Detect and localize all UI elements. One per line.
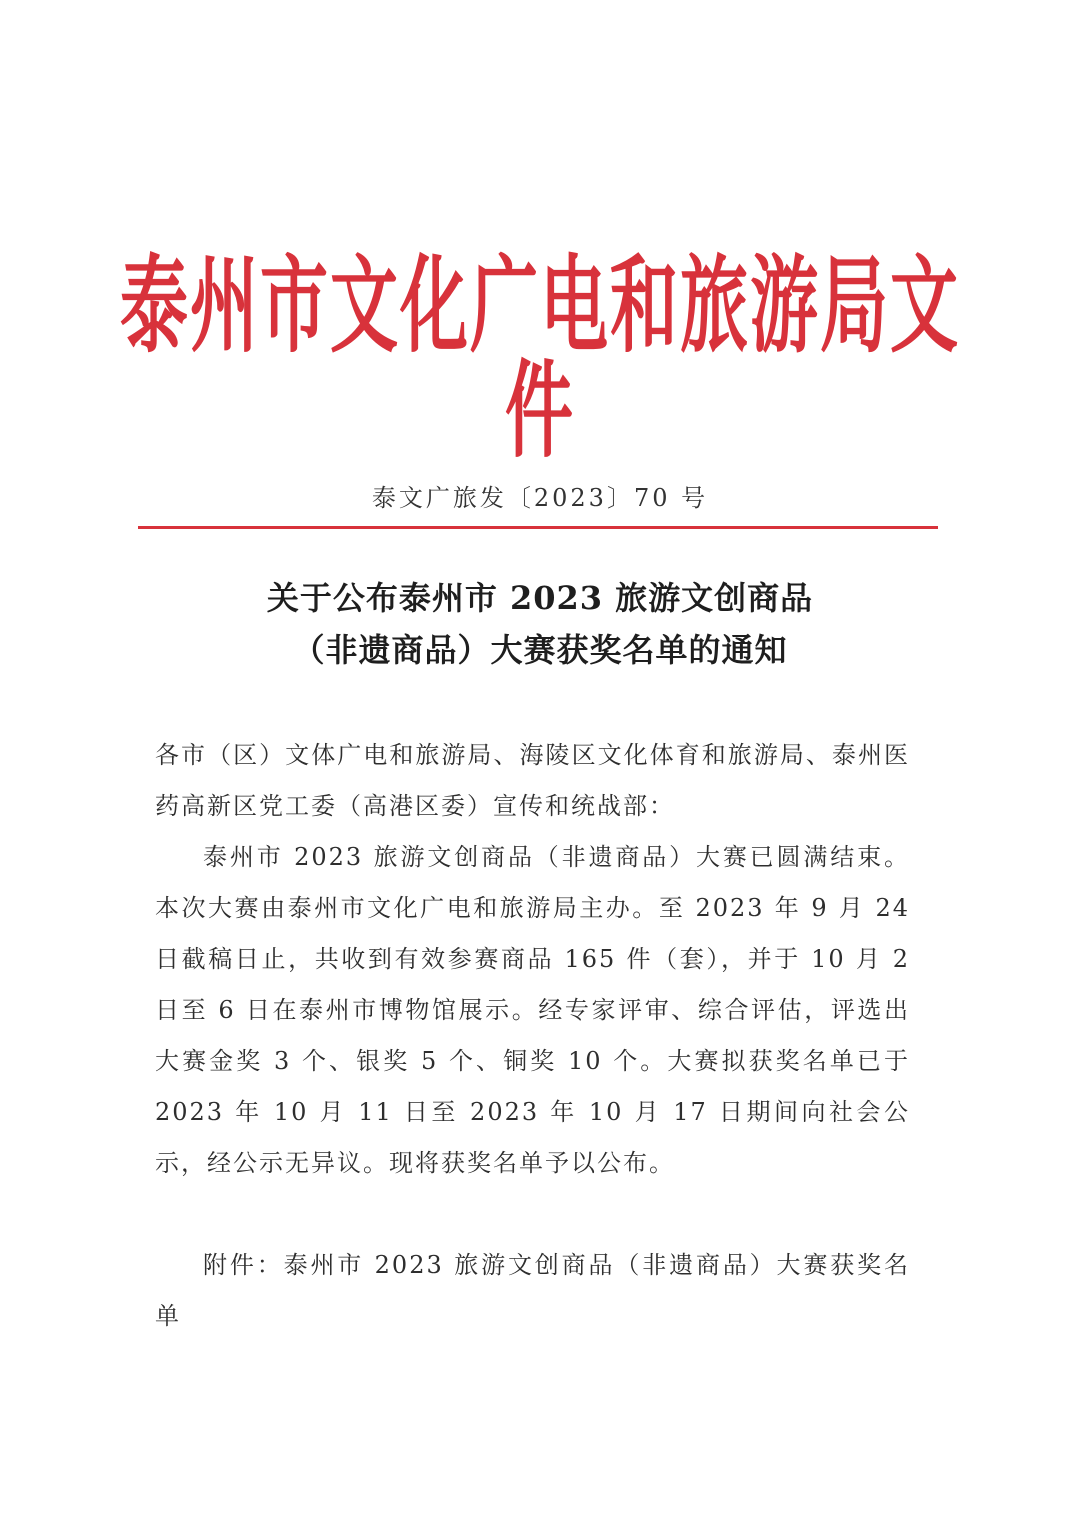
notice-title-line-2: （非遗商品）大赛获奖名单的通知 [292, 631, 788, 669]
notice-body [155, 730, 910, 1342]
notice-title [0, 572, 1080, 676]
document-number: 泰文广旅发〔2023〕70 号 [371, 484, 709, 512]
addressee: 各市（区）文体广电和旅游局、海陵区文化体育和旅游局、泰州医药高新区党工委（高港区委）宣传和统战部： [155, 741, 910, 820]
red-divider-line [138, 526, 938, 529]
issuer-heading: 泰州市文化广电和旅游局文件 [119, 245, 960, 474]
attachment-line: 附件：泰州市 2023 旅游文创商品（非遗商品）大赛获奖名单 [155, 1251, 910, 1330]
notice-title-line-1: 关于公布泰州市 2023 旅游文创商品 [266, 579, 814, 617]
body-paragraph: 泰州市 2023 旅游文创商品（非遗商品）大赛已圆满结束。本次大赛由泰州市文化广电和旅游局主办。至 2023 年 9 月 24 日截稿日止，共收到有效参赛商品 165 件（套），并于 10 月 2 日至 6 日在泰州市博物馆展示。经专家评审、综合评估，评选出大赛金奖 3 个、银奖 5 个、铜奖 10 个。大赛拟获奖名单已于 2023 年 10 月 11 日至 2023 年 10 月 17 日期间向社会公示，经公示无异议。现将获奖名单予以公布。 [155, 843, 910, 1177]
